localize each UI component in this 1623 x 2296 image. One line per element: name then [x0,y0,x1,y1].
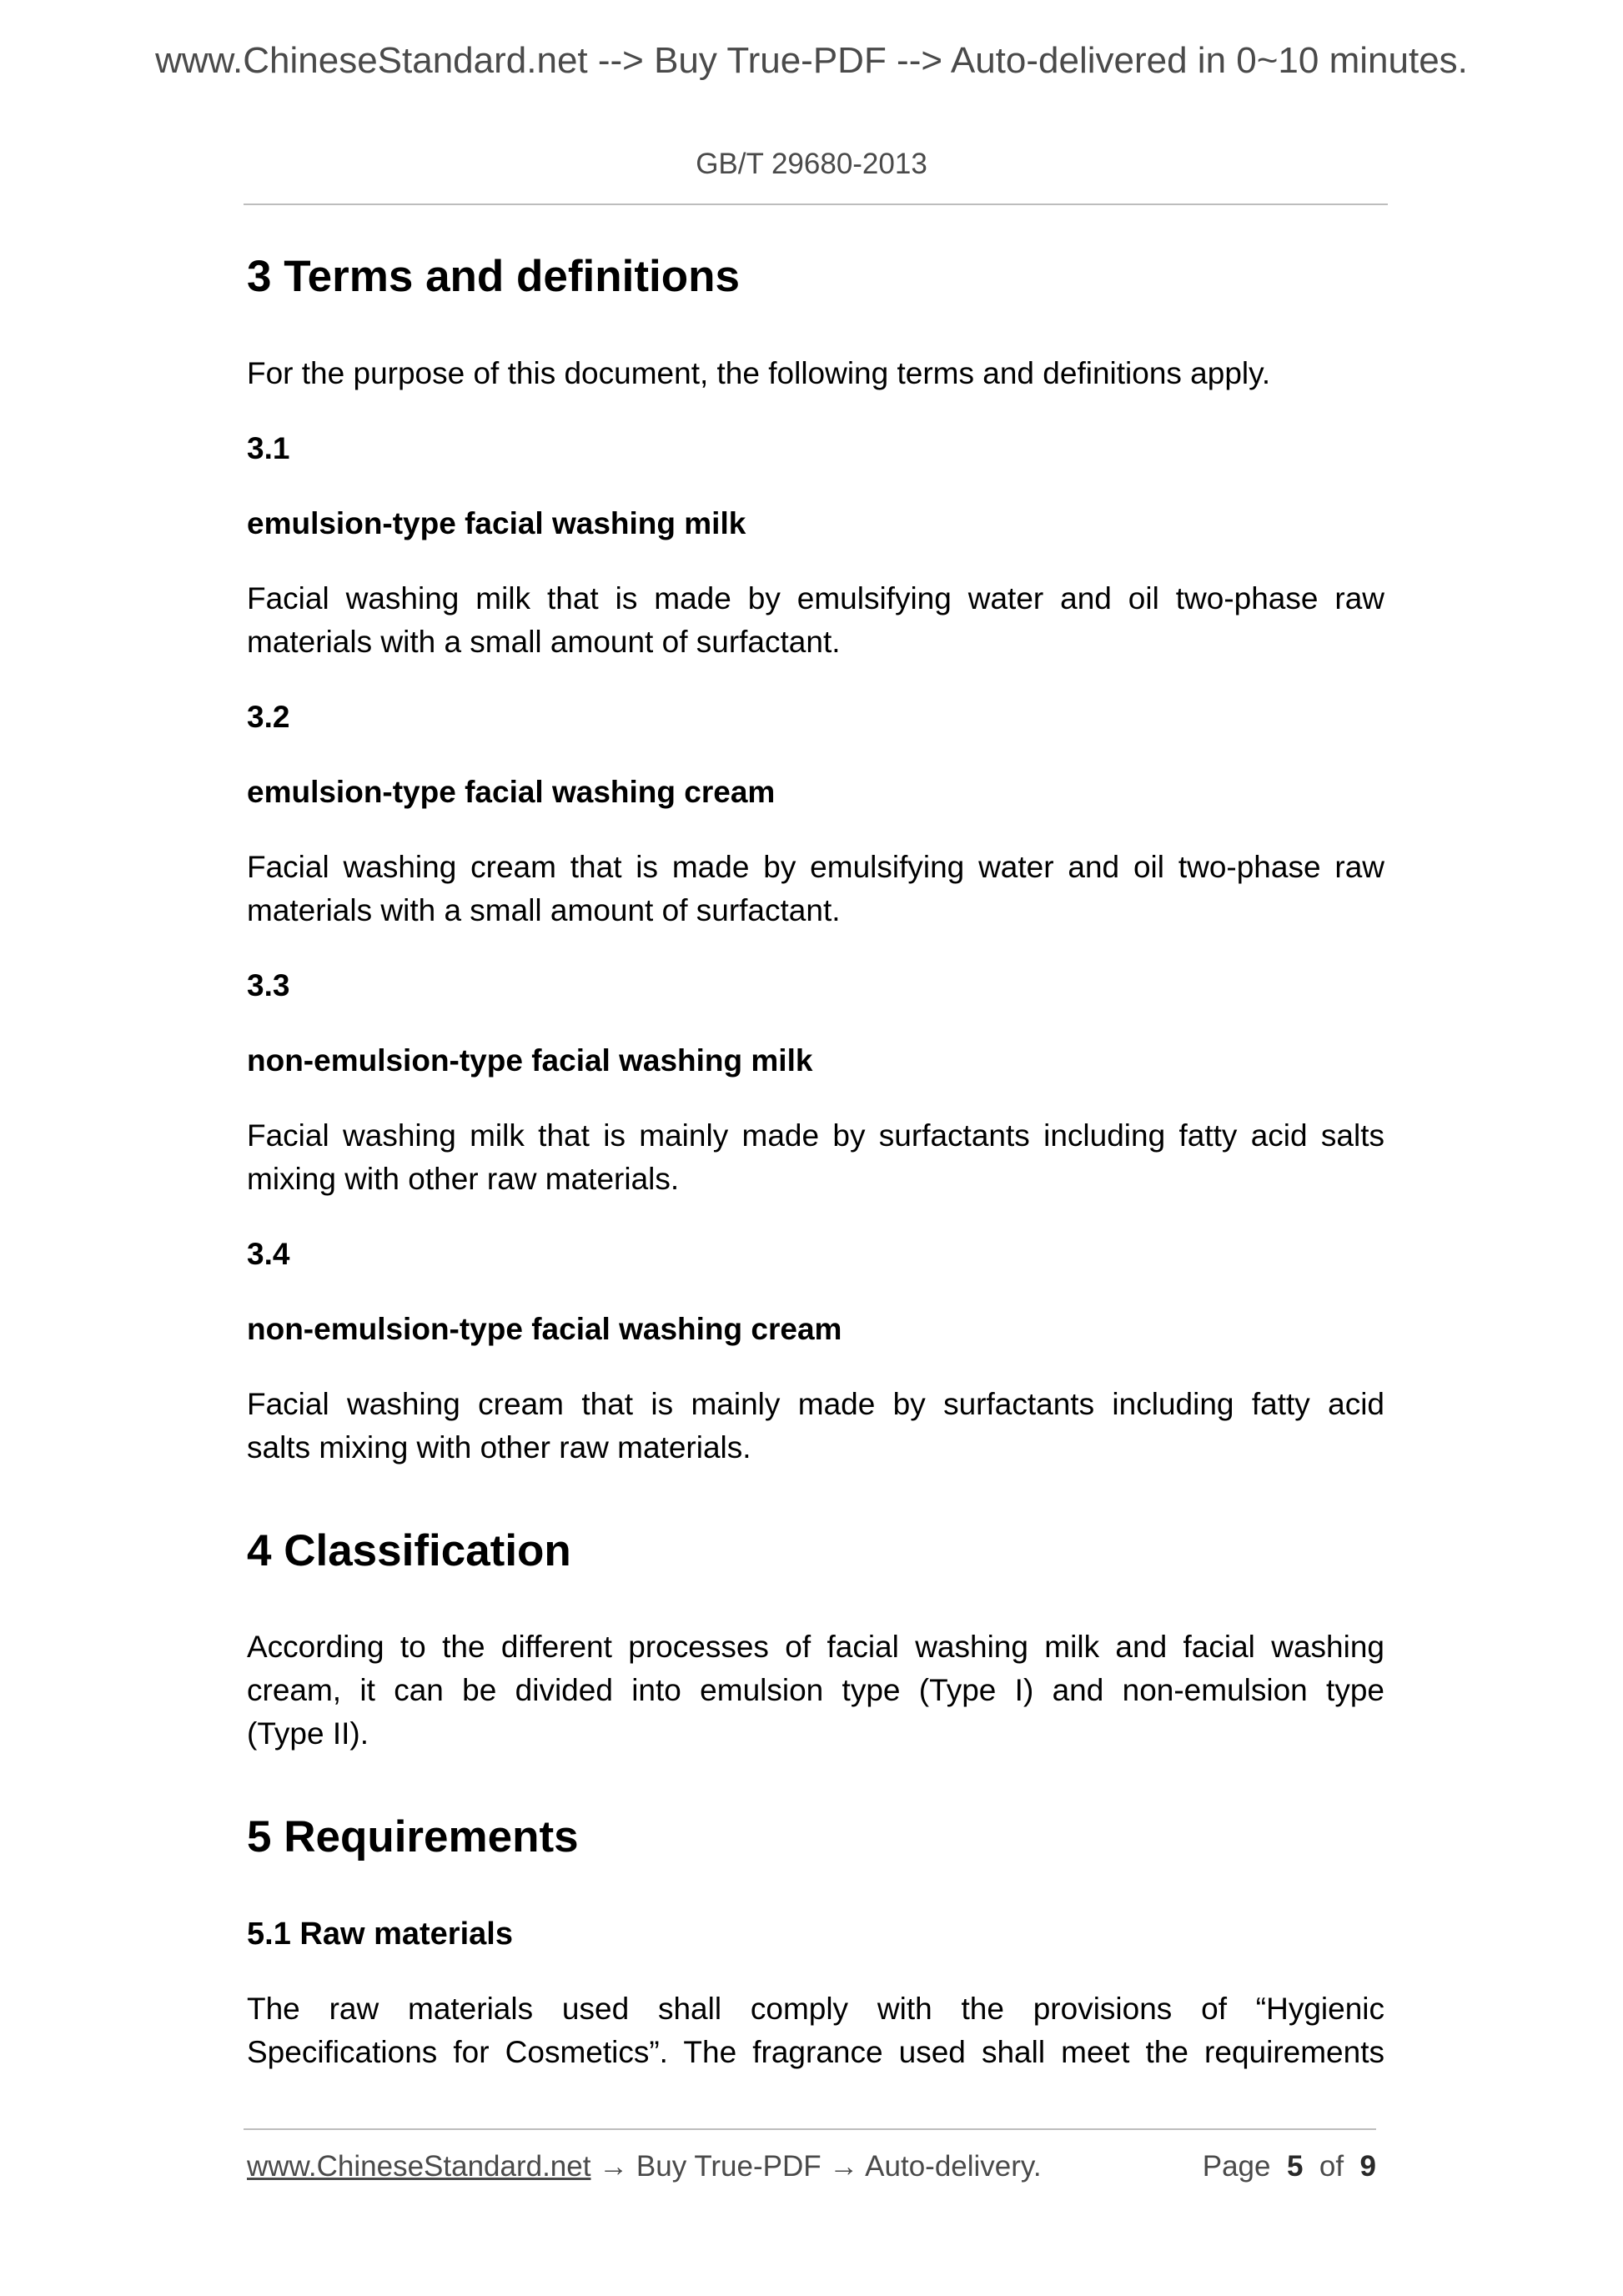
term-definition [247,1114,1384,1201]
document-body [247,250,1384,2106]
section-4-line: According to the different processes of facial washing milk and facial washing [247,1630,1384,1665]
term-title: emulsion-type facial washing milk [247,505,746,540]
page-indicator [1203,2150,1376,2183]
definition-line: materials with a small amount of surfactant. [247,624,841,659]
footer-divider [244,2128,1376,2130]
term-definition [247,846,1384,932]
term-definition [247,1383,1384,1470]
of-label: of [1319,2150,1344,2183]
section-4-heading: 4 Classification [247,1525,571,1575]
definition-line: Facial washing cream that is made by emulsifying water and oil two-phase raw [247,849,1384,884]
definition-line: Facial washing milk that is mainly made by surfactants including fatty acid salts [247,1118,1384,1153]
definition-line: Facial washing cream that is mainly made by surfactants including fatty acid [247,1386,1384,1421]
header-divider [244,203,1388,205]
term-number: 3.1 [247,430,290,465]
page-label: Page [1202,2150,1271,2183]
definition-line: Facial washing milk that is made by emulsifying water and oil two-phase raw [247,580,1384,615]
subsection-5-1-line: Specifications for Cosmetics”. The fragrance used shall meet the requirements [247,2034,1384,2069]
page-number: 5 [1286,2150,1304,2183]
definition-line: materials with a small amount of surfactant. [247,892,841,927]
footer-site-link[interactable]: www.ChineseStandard.net [247,2150,591,2183]
standard-code: GB/T 29680-2013 [696,148,927,180]
subsection-5-1-line: The raw materials used shall comply with the provisions of “Hygienic [247,1991,1384,2026]
section-4-line: (Type II). [247,1716,369,1751]
term-number: 3.4 [247,1236,290,1271]
section-4-line: cream, it can be divided into emulsion type (Type I) and non-emulsion type [247,1673,1384,1708]
top-banner: www.ChineseStandard.net --> Buy True-PDF --> Auto-delivered in 0~10 minutes. [155,40,1468,81]
definition-line: salts mixing with other raw materials. [247,1429,751,1465]
subsection-5-1-text [247,1987,1384,2074]
page-total: 9 [1359,2150,1376,2183]
term-number: 3.2 [247,699,290,734]
footer-tagline: → Buy True-PDF → Auto-delivery. [590,2150,1042,2183]
page-footer [247,2150,1376,2183]
term-title: emulsion-type facial washing cream [247,774,776,809]
term-title: non-emulsion-type facial washing cream [247,1311,842,1346]
section-4-text [247,1625,1384,1756]
footer-left [247,2150,1042,2183]
section-5-heading: 5 Requirements [247,1812,579,1862]
section-3-intro: For the purpose of this document, the following terms and definitions apply. [247,355,1271,390]
subsection-5-1-heading: 5.1 Raw materials [247,1916,513,1952]
term-title: non-emulsion-type facial washing milk [247,1042,813,1078]
term-definition [247,577,1384,664]
term-number: 3.3 [247,967,290,1002]
section-3-heading: 3 Terms and definitions [247,252,740,301]
definition-line: mixing with other raw materials. [247,1161,680,1196]
